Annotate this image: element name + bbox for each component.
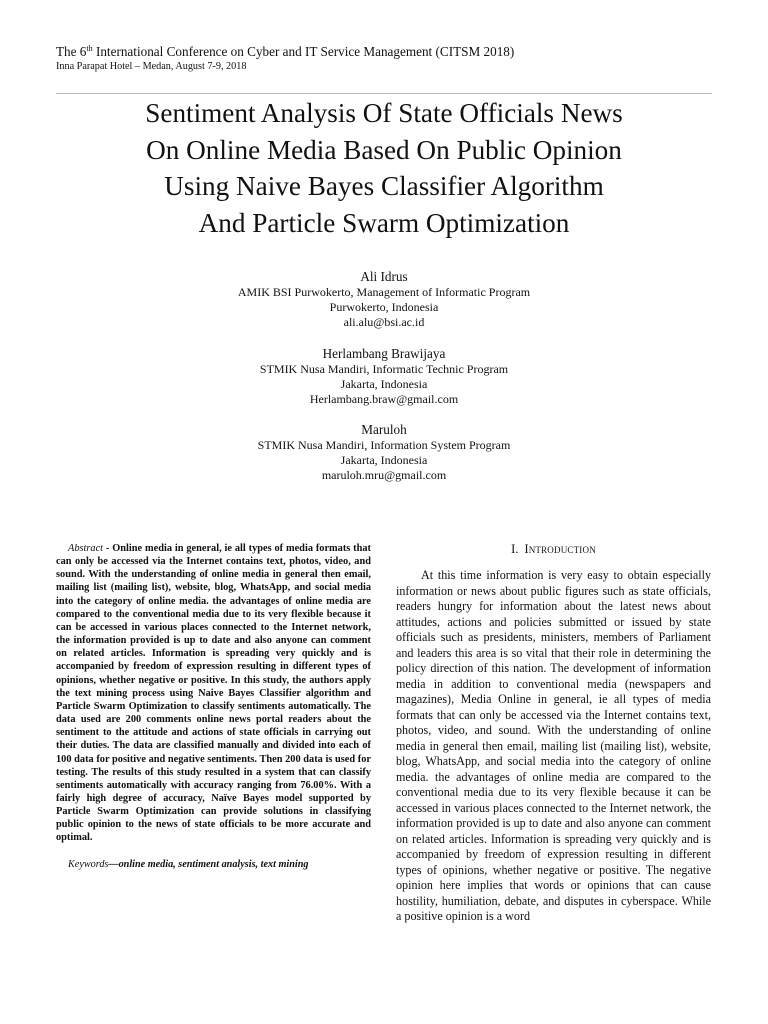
title-line: On Online Media Based On Public Opinion	[146, 134, 622, 165]
keywords-label: Keywords	[68, 858, 109, 870]
abstract-label: Abstract	[68, 543, 104, 554]
abstract: Abstract - Online media in general, ie all types of media formats that can only be accessed via the Internet contains text, photos, video, and sound. With the understanding of online media in general then email, mailing list (mailing list), website, blog, WhatsApp, and social media into the category of online media. the advantages of online media are compared to the conventional media due to its very flexible because it can be accessed in various places connected to the Internet network, the information provided is up to date and also anyone can comment on related articles. Information is spreading very quickly and is accompanied by freedom of expression resulting in different types of opinions, whether negative or positive. In this study, the authors apply the text mining process using Naive Bayes Classifier algorithm and Particle Swarm Optimization to classify sentiments automatically. The data used are 200 comments online news portal readers about the sentiment to the attitude and actions of state officials in carrying out their duties. The data are classified manually and divided into each of 100 data for positive and negative sentiments. Then 200 data is used for testing. The results of this study resulted in a system that can classify sentiments automatically with accuracy ranging from 76.00%. With a fairly high degree of accuracy, Naïve Bayes model supported by Particle Swarm Optimization can provide solutions in classifying public opinion to the news of state officials to be more accurate and optimal.	[56, 543, 371, 844]
author-name: Maruloh	[361, 422, 407, 437]
right-column	[396, 542, 711, 925]
conference-header	[56, 44, 712, 73]
section-numeral: I.	[511, 542, 519, 556]
author-block-1	[0, 268, 768, 330]
author-email: maruloh.mru@gmail.com	[321, 468, 447, 482]
abstract-text: Online media in general, ie all types of media formats that can only be accessed via the Internet contains text, photos, video, and sound. With the understanding of online media in general then email, mailing list (mailing list), website, blog, WhatsApp, and social media into the category of online media. the advantages of online media are compared to the conventional media due to its very flexible because it can be accessed in various places connected to the Internet network, the information provided is up to date and also anyone can comment on related articles. Information is spreading very quickly and is accompanied by freedom of expression resulting in different types of opinions, whether negative or positive. In this study, the authors apply the text mining process using Naive Bayes Classifier algorithm and Particle Swarm Optimization to classify sentiments automatically. The data used are 200 comments online news portal readers about the sentiment to the attitude and actions of state officials in carrying out their duties. The data are classified manually and divided into each of 100 data for positive and negative sentiments. Then 200 data is used for testing. The results of this study resulted in a system that can classify sentiments automatically with accuracy ranging from 76.00%. With a fairly high degree of accuracy, Naïve Bayes model supported by Particle Swarm Optimization can provide solutions in classifying public opinion to the news of state officials to be more accurate and optimal.	[56, 543, 371, 844]
author-location: Purwokerto, Indonesia	[329, 300, 439, 314]
author-block-3	[0, 421, 768, 483]
introduction-paragraph: At this time information is very easy to obtain especially information or news about public figures such as state officials, readers hungry for information about the latest news about attitudes, actions and policies submitted or issued by state officials such as presidents, ministers, members of Parliament and leaders this area is so vital that their role in determining the policy direction of this nation. The development of information media in addition to conventional media (newspapers and magazines), Media Online in general, ie all types of media formats that can only be accessed via the Internet contains text, photos, video, and sound. With the understanding of online media in general then email, mailing list (mailing list), website, blog, WhatsApp, and social media into the category of online media. the advantages of online media are compared to the conventional media due to its very flexible because it can be accessed in various places connected to the Internet network, the information provided is up to date and also anyone can comment on related articles. Information is spreading very quickly and is accompanied by freedom of expression resulting in different types of opinions, whether negative or positive. The negative opinion here implies that words or opinions that can cause hostility, humiliation, debate, and disputes in cyberspace. While a positive opinion is a word	[396, 568, 711, 923]
author-email: ali.alu@bsi.ac.id	[343, 315, 425, 329]
author-location: Jakarta, Indonesia	[340, 453, 428, 467]
author-affiliation: STMIK Nusa Mandiri, Informatic Technic Program	[259, 362, 509, 376]
author-location: Jakarta, Indonesia	[340, 377, 428, 391]
author-name: Ali Idrus	[360, 269, 408, 284]
conference-venue: Inna Parapat Hotel – Medan, August 7-9, 2018	[56, 61, 247, 72]
title-line: And Particle Swarm Optimization	[198, 207, 570, 238]
author-email: Herlambang.braw@gmail.com	[309, 392, 459, 406]
title-line: Sentiment Analysis Of State Officials News	[145, 98, 623, 128]
left-column	[56, 542, 371, 871]
author-block-2	[0, 345, 768, 407]
ordinal-superscript: th	[86, 44, 93, 53]
header-divider	[56, 93, 712, 94]
conference-title: The 6th International Conference on Cyber and IT Service Management (CITSM 2018)	[56, 44, 515, 59]
author-affiliation: AMIK BSI Purwokerto, Management of Informatic Program	[237, 285, 531, 299]
section-heading-introduction	[396, 542, 711, 557]
keywords	[56, 858, 371, 871]
title-line: Using Naive Bayes Classifier Algorithm	[164, 171, 604, 201]
author-affiliation: STMIK Nusa Mandiri, Information System Program	[257, 438, 511, 452]
paper-title	[60, 95, 708, 241]
section-title: Introduction	[524, 542, 596, 556]
author-name: Herlambang Brawijaya	[322, 346, 446, 361]
keywords-text: —online media, sentiment analysis, text mining	[108, 858, 309, 870]
